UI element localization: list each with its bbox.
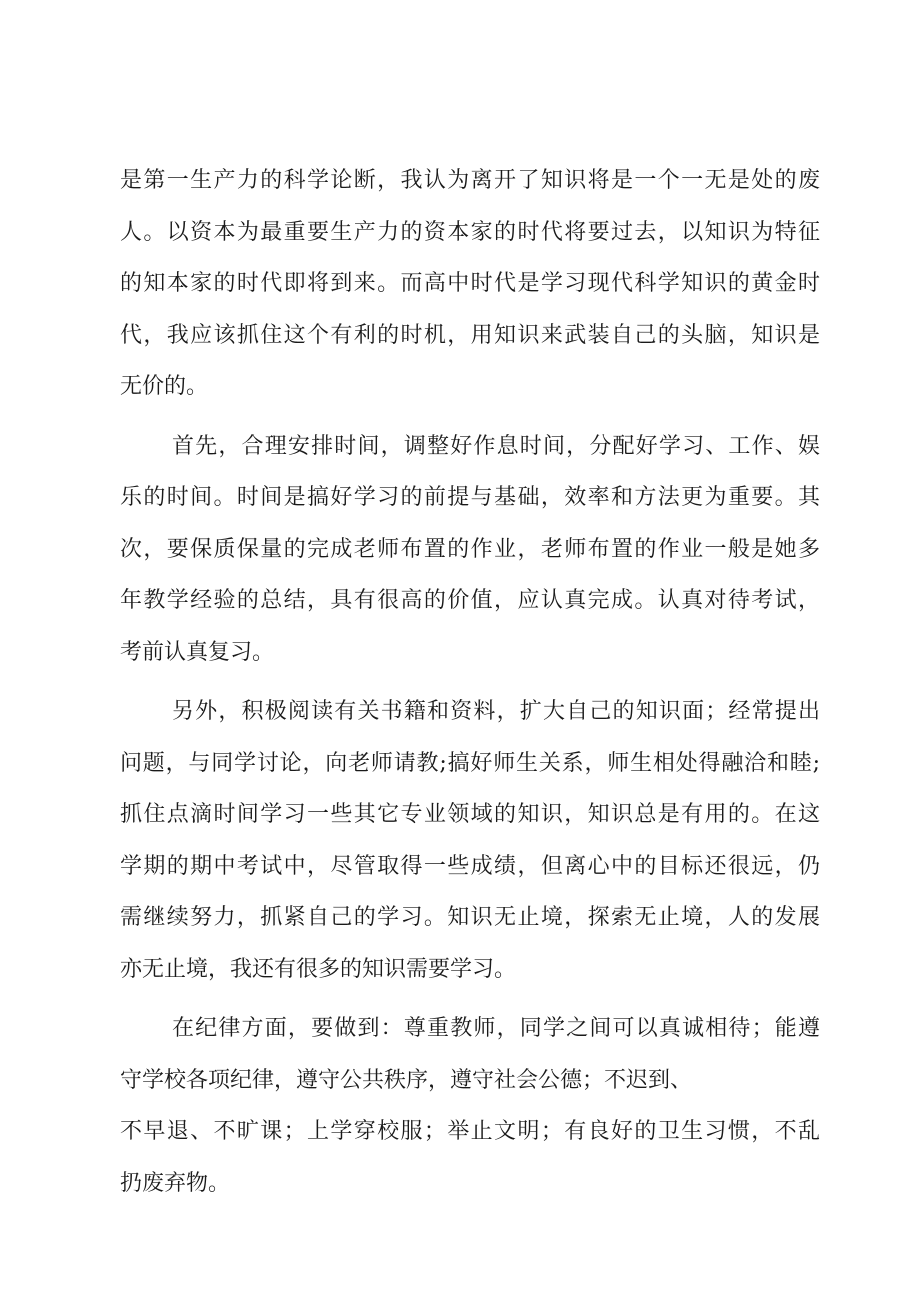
text-line: 抓住点滴时间学习一些其它专业领域的知识，知识总是有用的。在这 [120,802,820,827]
paragraph-3 [120,686,820,995]
text-line: 人。以资本为最重要生产力的资本家的时代将要过去，以知识为特征 [120,219,820,245]
text-line: 考前认真复习。 [120,639,275,665]
text-line: 学期的期中考试中，尽管取得一些成绩，但离心中的目标还很远，仍 [120,853,820,879]
text-line: 扔废弃物。 [120,1170,231,1196]
paragraph-4 [120,1003,820,1209]
text-line: 在纪律方面，要做到：尊重教师，同学之间可以真诚相待；能遵 [172,1016,820,1041]
paragraph-2 [120,421,820,679]
text-line: 首先，合理安排时间，调整好作息时间，分配好学习、工作、娱 [172,433,820,459]
text-line: 需继续努力，抓紧自己的学习。知识无止境，探索无止境，人的发展 [120,905,820,930]
paragraph-1 [120,155,820,413]
text-line: 代，我应该抓住这个有利的时机，用知识来武装自己的头脑，知识是 [120,322,820,348]
text-line: 问题，与同学讨论，向老师请教;搞好师生关系，师生相处得融洽和睦; [120,750,820,776]
text-line: 次，要保质保量的完成老师布置的作业，老师布置的作业一般是她多 [120,536,820,562]
text-line: 是第一生产力的科学论断，我认为离开了知识将是一个一无是处的废 [120,168,820,193]
text-line: 的知本家的时代即将到来。而高中时代是学习现代科学知识的黄金时 [120,271,820,296]
text-line: 乐的时间。时间是搞好学习的前提与基础，效率和方法更为重要。其 [120,485,820,510]
body-text [120,155,820,1209]
text-line: 另外，积极阅读有关书籍和资料，扩大自己的知识面；经常提出 [172,699,820,724]
text-line: 无价的。 [120,374,209,399]
text-line: 亦无止境，我还有很多的知识需要学习。 [120,956,517,982]
text-line: 不早退、不旷课；上学穿校服；举止文明；有良好的卫生习惯，不乱 [120,1119,820,1144]
text-line: 年教学经验的总结，具有很高的价值，应认真完成。认真对待考试， [120,588,820,613]
text-line: 守学校各项纪律，遵守公共秩序，遵守社会公德；不迟到、 [120,1067,693,1093]
